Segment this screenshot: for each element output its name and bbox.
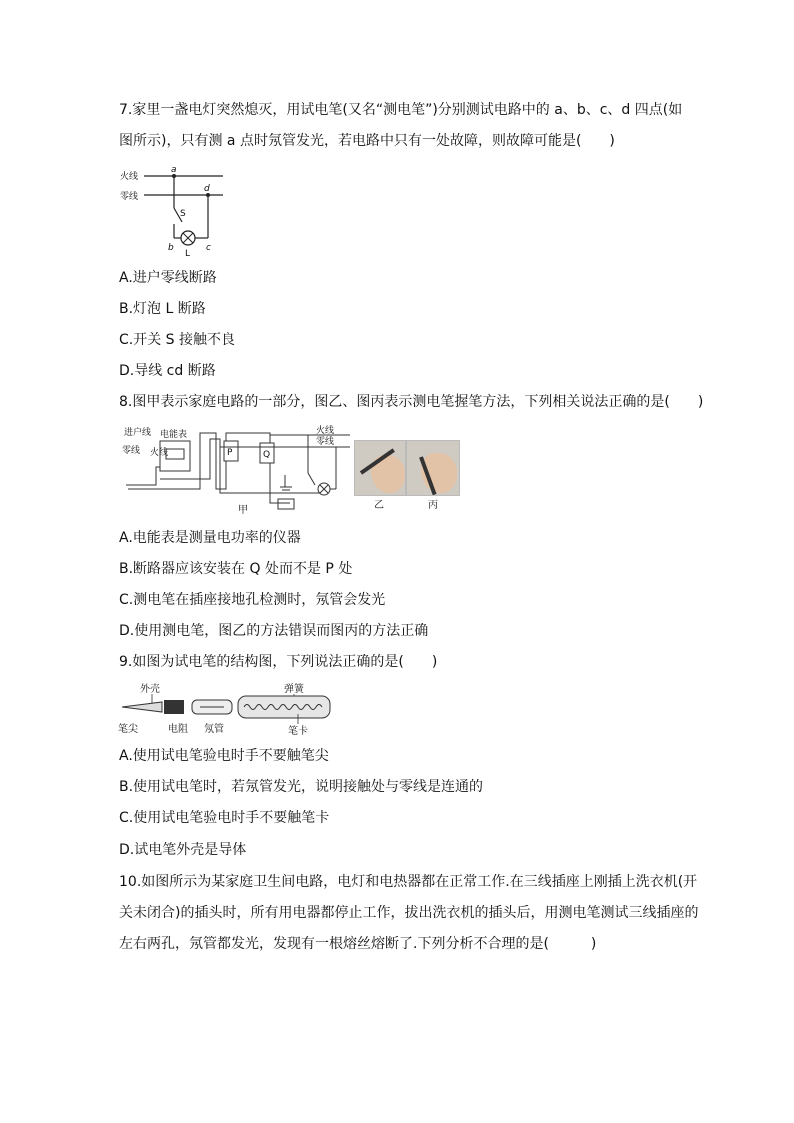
q8-incoming-label: 进户线: [124, 428, 152, 438]
q9-option-b: B.使用试电笔时，若氖管发光，说明接触处与零线是连通的: [119, 779, 484, 795]
q9-test-pen-structure-diagram: [118, 680, 332, 738]
q9-option-d: D.试电笔外壳是导体: [119, 842, 247, 858]
q9-tip-label: 笔尖: [118, 724, 138, 735]
q8-figure-yi-label: 乙: [374, 500, 384, 511]
q7-lamp-label: L: [185, 249, 191, 258]
q7-point-d: d: [204, 184, 210, 194]
q7-option-c: C.开关 S 接触不良: [119, 332, 236, 348]
q8-option-d: D.使用测电笔，图乙的方法错误而图丙的方法正确: [119, 623, 429, 639]
q7-circuit-diagram: [118, 162, 228, 258]
q10-stem-line3: 左右两孔，氖管都发光，发现有一根熔丝熔断了.下列分析不合理的是( ): [119, 936, 597, 952]
q7-switch-label: S: [180, 209, 186, 219]
q9-option-c: C.使用试电笔验电时手不要触笔卡: [119, 810, 330, 826]
q7-live-label: 火线: [120, 172, 139, 182]
q7-point-a: a: [171, 165, 177, 175]
q7-point-b: b: [168, 243, 174, 253]
q8-option-a: A.电能表是测量电功率的仪器: [119, 530, 301, 546]
q8-meter-label: 电能表: [160, 430, 188, 440]
q10-stem-line2: 关未闭合)的插头时，所有用电器都停止工作，拔出洗衣机的插头后，用测电笔测试三线插座的: [119, 905, 699, 921]
q8-breaker-q-label: Q: [263, 450, 271, 460]
q8-option-b: B.断路器应该安装在 Q 处而不是 P 处: [119, 561, 353, 577]
q8-option-c: C.测电笔在插座接地孔检测时，氖管会发光: [119, 592, 386, 608]
q9-stem-line1: 9.如图为试电笔的结构图，下列说法正确的是( ): [119, 654, 438, 670]
q8-breaker-p-label: P: [227, 448, 233, 458]
q7-option-b: B.灯泡 L 断路: [119, 301, 206, 317]
q7-point-c: c: [206, 243, 211, 253]
q8-neutral-label: 零线: [316, 437, 335, 447]
q7-option-d: D.导线 cd 断路: [119, 363, 216, 379]
q9-clip-label: 笔卡: [288, 726, 308, 737]
q7-neutral-label: 零线: [120, 192, 139, 202]
q9-resistor-label: 电阻: [168, 724, 188, 735]
q8-household-circuit-diagram: [120, 423, 350, 517]
q8-photo-yi: [354, 440, 406, 496]
q9-shell-label: 外壳: [140, 684, 160, 695]
q9-neon-label: 氖管: [204, 724, 224, 735]
q8-neutral-vlabel-top: 零线: [122, 446, 141, 456]
q8-stem-line1: 8.图甲表示家庭电路的一部分，图乙、图丙表示测电笔握笔方法，下列相关说法正确的是( ): [119, 394, 704, 410]
q7-option-a: A.进户零线断路: [119, 270, 217, 286]
q9-option-a: A.使用试电笔验电时手不要触笔尖: [119, 748, 329, 764]
q10-stem-line1: 10.如图所示为某家庭卫生间电路，电灯和电热器都在正常工作.在三线插座上刚插上洗衣机(开: [119, 874, 698, 890]
q7-stem-line1: 7.家里一盏电灯突然熄灭，用试电笔(又名“测电笔”)分别测试电路中的 a、b、c、d 四点(如: [119, 102, 683, 118]
q8-photo-bing: [406, 440, 460, 496]
q7-stem-line2: 图所示)，只有测 a 点时氖管发光，若电路中只有一处故障，则故障可能是( ): [119, 133, 615, 149]
q8-live-label: 火线: [316, 426, 335, 436]
q8-figure-jia-label: 甲: [238, 505, 248, 516]
q8-figure-bing-label: 丙: [428, 500, 438, 511]
q8-live-vlabel: 火线: [150, 448, 169, 458]
q9-spring-label: 弹簧: [284, 684, 304, 695]
